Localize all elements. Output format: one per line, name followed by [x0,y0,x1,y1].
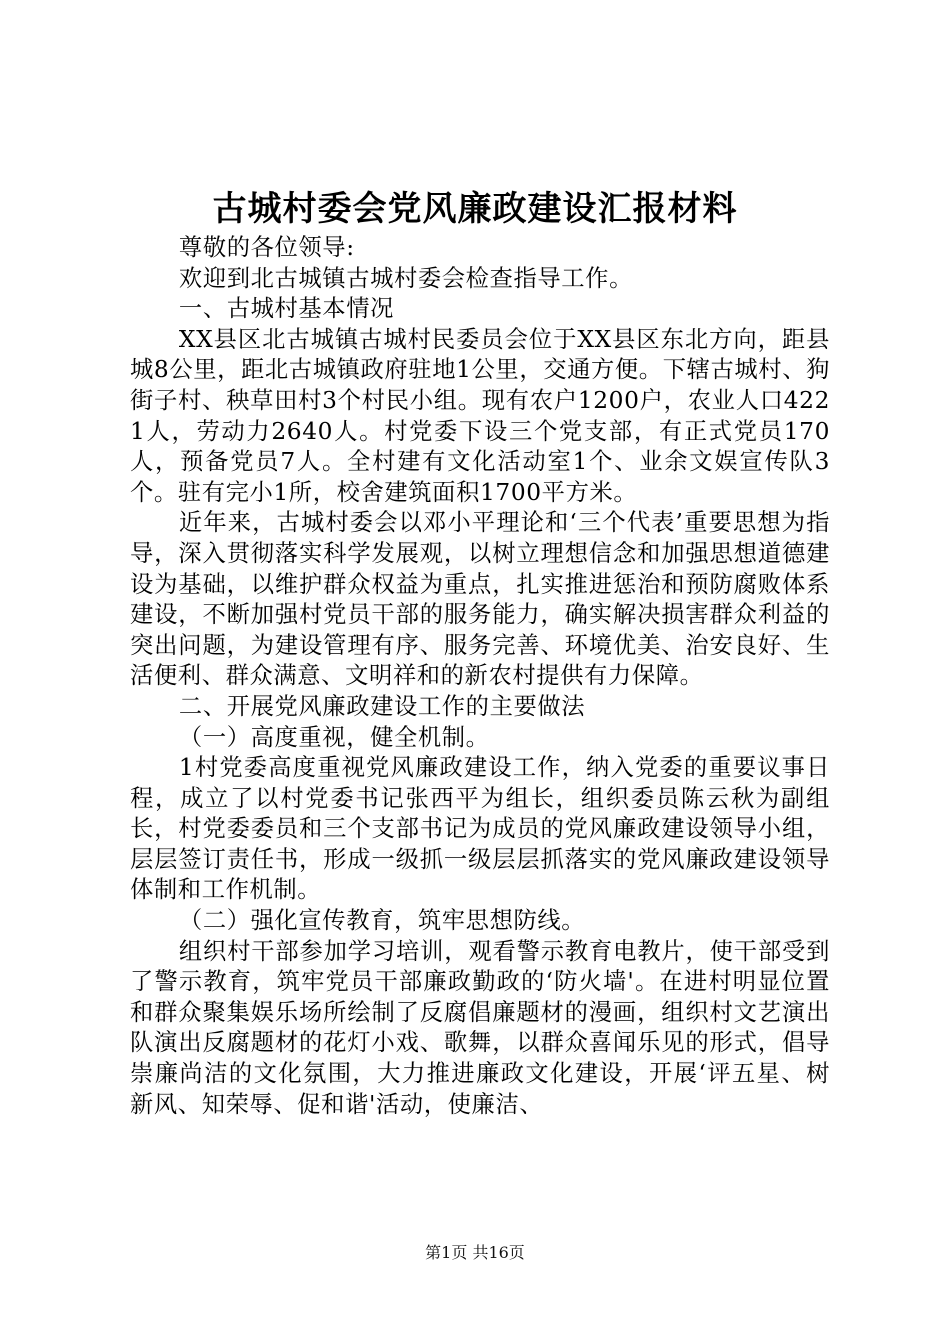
section-heading-1: 一、古城村基本情况 [178,295,394,323]
basic-info-paragraph: XX县区北古城镇古城村民委员会位于XX县区东北方向，距县城8公里，距北古城镇政府驻地1公里，交通方便。下辖古城村、狗街子村、秧草田村3个村民小组。现有农户1200户，农业人口4221人，劳动力2640人。村党委下设三个党支部，有正式党员170人，预备党员7人。全村建有文化活动室1个、业余文娱宣传队3个。驻有完小1所，校舍建筑面积1700平方米。 [130,325,830,506]
mechanism-paragraph: 1村党委高度重视党风廉政建设工作，纳入党委的重要议事日程，成立了以村党委书记张西平为组长，组织委员陈云秋为副组长，村党委委员和三个支部书记为成员的党风廉政建设领导小组，层层签订责任书，形成一级抓一级层层抓落实的党风廉政建设领导体制和工作机制。 [130,754,830,904]
document-title: 古城村委会党风廉政建设汇报材料 [212,189,738,229]
section-heading-2: 二、开展党风廉政建设工作的主要做法 [178,692,586,720]
salutation: 尊敬的各位领导: [178,234,355,261]
overview-paragraph: 近年来，古城村委会以邓小平理论和‘三个代表’重要思想为指导，深入贯彻落实科学发展观，以树立理想信念和加强思想道德建设为基础，以维护群众权益为重点，扎实推进惩治和预防腐败体系建设，不断加强村党员干部的服务能力，确实解决损害群众利益的突出问题，为建设管理有序、服务完善、环境优美、治安良好、生活便利、群众满意、文明祥和的新农村提供有力保障。 [130,509,830,690]
subsection-heading-1: （一）高度重视，健全机制。 [178,723,490,751]
subsection-heading-2: （二）强化宣传教育，筑牢思想防线。 [178,907,586,935]
page-footer: 第1页 共16页 [425,1243,525,1262]
welcome-paragraph: 欢迎到北古城镇古城村委会检查指导工作。 [178,264,633,292]
document-body [130,233,830,1120]
education-paragraph: 组织村干部参加学习培训，观看警示教育电教片，使干部受到了警示教育，筑牢党员干部廉政勤政的‘防火墙'。在进村明显位置和群众聚集娱乐场所绘制了反腐倡廉题材的漫画，组织村文艺演出队演出反腐题材的花灯小戏、歌舞，以群众喜闻乐见的形式，倡导崇廉尚洁的文化氛围，大力推进廉政文化建设，开展‘评五星、树新风、知荣辱、促和谐'活动，使廉洁、 [130,937,830,1118]
